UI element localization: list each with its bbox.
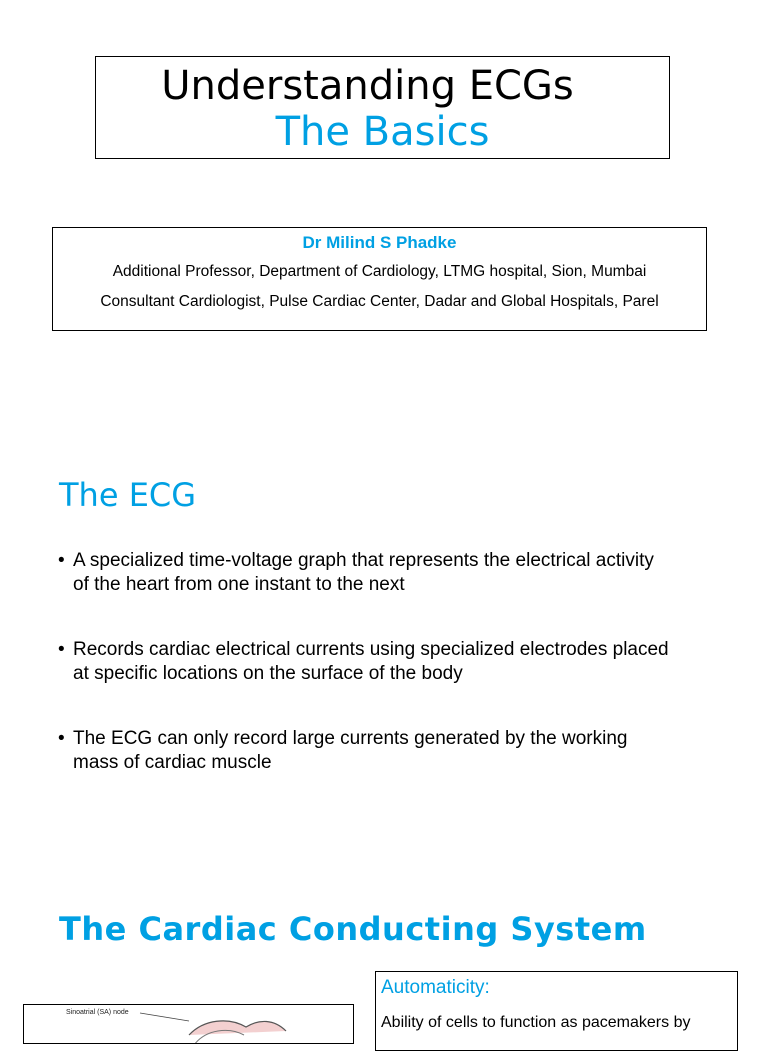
- bullet-item: [58, 638, 728, 686]
- automaticity-title: Automaticity:: [381, 977, 490, 998]
- title-box: [95, 56, 670, 159]
- bullet-text: The ECG can only record large currents generated by the working: [73, 728, 628, 749]
- heart-diagram-figure: [23, 1004, 354, 1044]
- bullet-dot: •: [58, 639, 65, 660]
- automaticity-text: Ability of cells to function as pacemakers by: [381, 1014, 691, 1031]
- bullet-text: of the heart from one instant to the next: [73, 574, 405, 595]
- bullet-dot: •: [58, 550, 65, 571]
- bullet-item: [58, 727, 728, 775]
- author-box: [52, 227, 707, 331]
- ecg-bullet-list: [58, 549, 728, 816]
- title-subtitle: The Basics: [275, 109, 490, 155]
- author-affiliation-1: Additional Professor, Department of Cardiology, LTMG hospital, Sion, Mumbai: [112, 263, 647, 280]
- author-name: Dr Milind S Phadke: [302, 233, 457, 252]
- bullet-text: at specific locations on the surface of the body: [73, 663, 463, 684]
- author-affiliation-2: Consultant Cardiologist, Pulse Cardiac Center, Dadar and Global Hospitals, Parel: [100, 293, 659, 310]
- automaticity-box: [375, 971, 738, 1051]
- heart-outline-icon: [24, 1005, 354, 1044]
- section-heading-conducting-system: The Cardiac Conducting System: [59, 910, 647, 948]
- figure-label-sa-node: Sinoatrial (SA) node: [66, 1009, 129, 1016]
- title-main: Understanding ECGs: [161, 63, 574, 109]
- bullet-text: A specialized time-voltage graph that represents the electrical activity: [73, 550, 654, 571]
- bullet-dot: •: [58, 728, 65, 749]
- bullet-text: Records cardiac electrical currents using specialized electrodes placed: [73, 639, 669, 660]
- bullet-item: [58, 549, 728, 597]
- bullet-text: mass of cardiac muscle: [73, 752, 272, 773]
- section-heading-ecg: The ECG: [59, 476, 197, 514]
